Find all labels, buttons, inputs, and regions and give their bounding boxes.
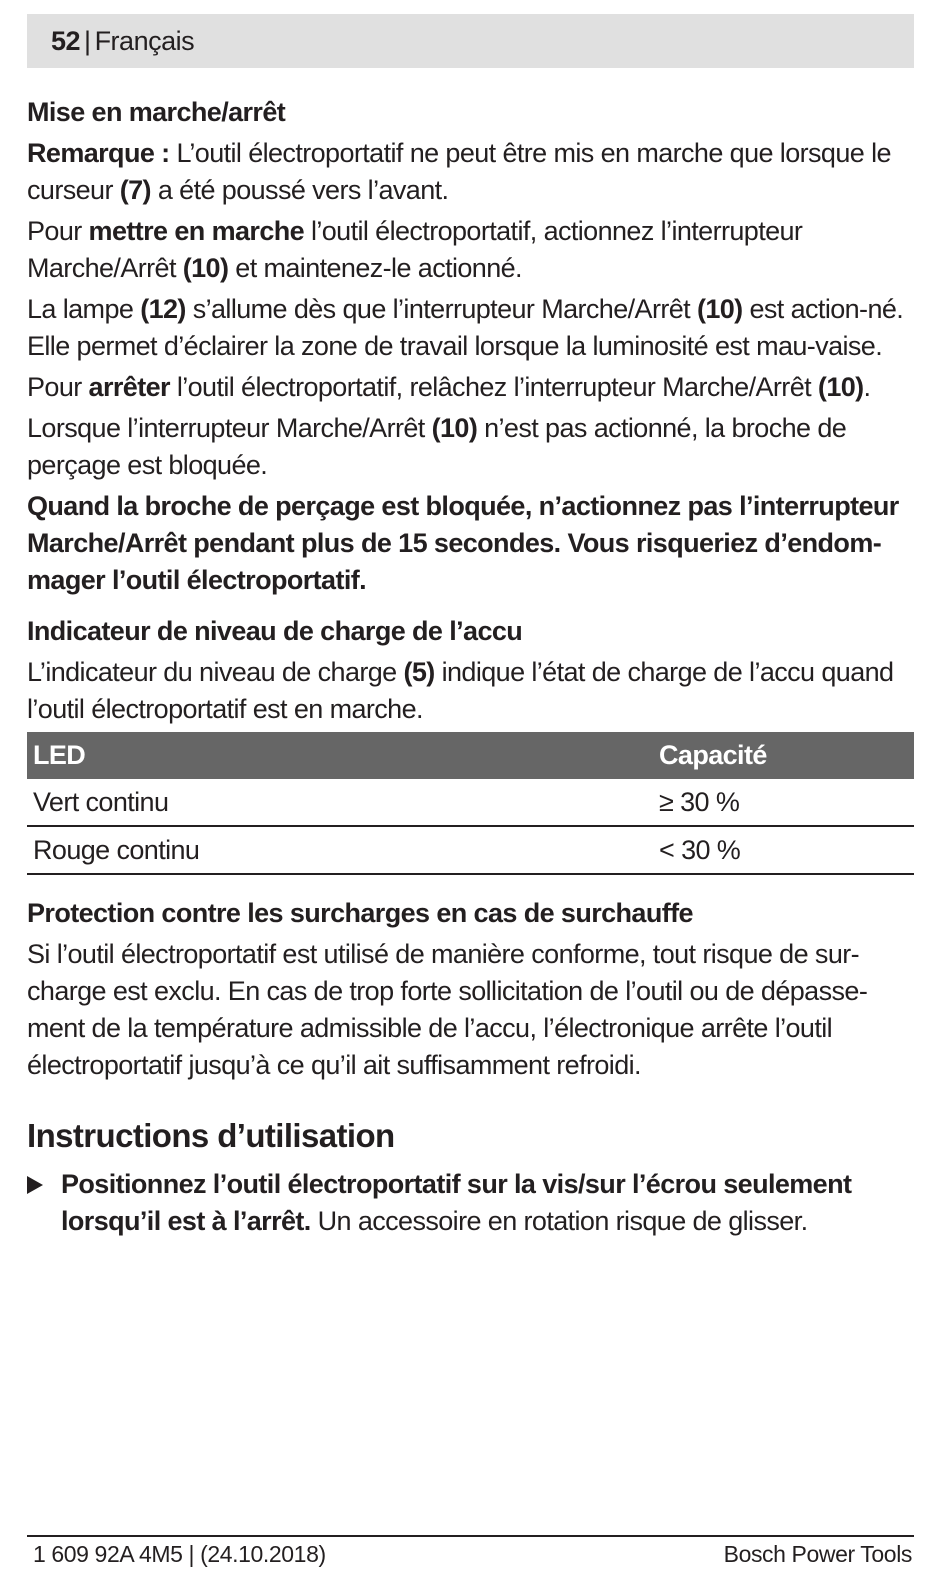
text-run: indique l’état de charge de l’accu quand l’outil électroportatif est en marche. xyxy=(27,657,894,724)
page-footer xyxy=(27,1535,914,1568)
paragraph-switch-on xyxy=(27,213,914,287)
remark-label: Remarque : xyxy=(27,138,170,168)
footer-doc-id: 1 609 92A 4M5 | (24.10.2018) xyxy=(33,1541,326,1567)
text-run: Un accessoire en rotation risque de glisser. xyxy=(310,1206,808,1236)
text-run: Lorsque l’interrupteur Marche/Arrêt xyxy=(27,413,432,443)
page-number: 52 xyxy=(51,25,81,56)
table-cell: ≥ 30 % xyxy=(653,779,914,826)
emphasis: arrêter xyxy=(88,372,170,402)
text-run: . xyxy=(863,372,871,402)
triangle-bullet-icon xyxy=(27,1176,43,1194)
text-run: Pour xyxy=(27,372,89,402)
bullet-text xyxy=(61,1166,914,1240)
paragraph-remark xyxy=(27,135,914,209)
text-run: s’allume dès que l’interrupteur Marche/Arrêt xyxy=(185,294,697,324)
ref-number: (10) xyxy=(182,253,229,283)
paragraph-overload: Si l’outil électroportatif est utilisé de manière conforme, tout risque de sur-charge est exclu. En cas de trop forte sollicitation de l’outil ou de dépasse-ment de la température admissible de l’accu, l’électronique arrête l’outil électroportatif jusqu’à ce qu’il ait suffisamment refroidi. xyxy=(27,939,868,1080)
header-separator: | xyxy=(84,25,91,56)
emphasis: Positionnez l’outil électroportatif sur la vis/sur l’écrou seulement lorsqu’il est à l’arrêt. xyxy=(61,1169,852,1236)
text-run: L’outil électroportatif ne peut être mis en marche que lorsque le curseur xyxy=(27,138,891,205)
text-run: a été poussé vers l’avant. xyxy=(150,175,449,205)
table-header-row xyxy=(27,732,914,779)
text-run: et maintenez-le actionné. xyxy=(228,253,522,283)
table-header-led: LED xyxy=(27,732,653,779)
ref-number: (10) xyxy=(817,372,864,402)
section-title-instructions: Instructions d’utilisation xyxy=(27,1117,395,1154)
header-language: Français xyxy=(94,25,195,56)
ref-number: (12) xyxy=(140,294,186,324)
section-title-charge-indicator: Indicateur de niveau de charge de l’accu xyxy=(27,616,523,646)
text-run: L’indicateur du niveau de charge xyxy=(27,657,404,687)
ref-number: (10) xyxy=(431,413,478,443)
text-run: Pour xyxy=(27,216,89,246)
bullet-item xyxy=(27,1166,914,1240)
table-cell: Vert continu xyxy=(27,779,653,826)
page xyxy=(27,14,914,1240)
content xyxy=(27,94,914,1240)
text-run: n’est pas actionné, la broche de perçage est bloquée. xyxy=(27,413,847,480)
table-cell: Rouge continu xyxy=(27,826,653,874)
section-title-on-off: Mise en marche/arrêt xyxy=(27,97,286,127)
paragraph-warning xyxy=(27,488,914,599)
text-run: est action-né. Elle permet d’éclairer la zone de travail lorsque la luminosité est mau-vaise. xyxy=(27,294,904,361)
warning-text: Quand la broche de perçage est bloquée, n’actionnez pas l’interrupteur Marche/Arrêt pendant plus de 15 secondes. Vous risqueriez d’endom-mager l’outil électroportatif. xyxy=(27,491,899,595)
section-title-overload: Protection contre les surcharges en cas de surchauffe xyxy=(27,898,693,928)
paragraph-lamp xyxy=(27,291,914,365)
paragraph-spindle-lock xyxy=(27,410,914,484)
ref-number: (5) xyxy=(403,657,435,687)
ref-number: (10) xyxy=(696,294,743,324)
table-row xyxy=(27,779,914,826)
page-header xyxy=(27,14,914,68)
emphasis: mettre en marche xyxy=(88,216,305,246)
table-row xyxy=(27,826,914,874)
paragraph-switch-off xyxy=(27,369,914,406)
table-header-capacity: Capacité xyxy=(653,732,914,779)
text-run: l’outil électroportatif, relâchez l’interrupteur Marche/Arrêt xyxy=(169,372,818,402)
paragraph-charge xyxy=(27,654,914,728)
text-run: La lampe xyxy=(27,294,141,324)
charge-table xyxy=(27,732,914,875)
footer-brand: Bosch Power Tools xyxy=(723,1541,912,1567)
ref-number: (7) xyxy=(119,175,151,205)
text-run: l’outil électroportatif, actionnez l’interrupteur Marche/Arrêt xyxy=(27,216,803,283)
table-cell: < 30 % xyxy=(653,826,914,874)
